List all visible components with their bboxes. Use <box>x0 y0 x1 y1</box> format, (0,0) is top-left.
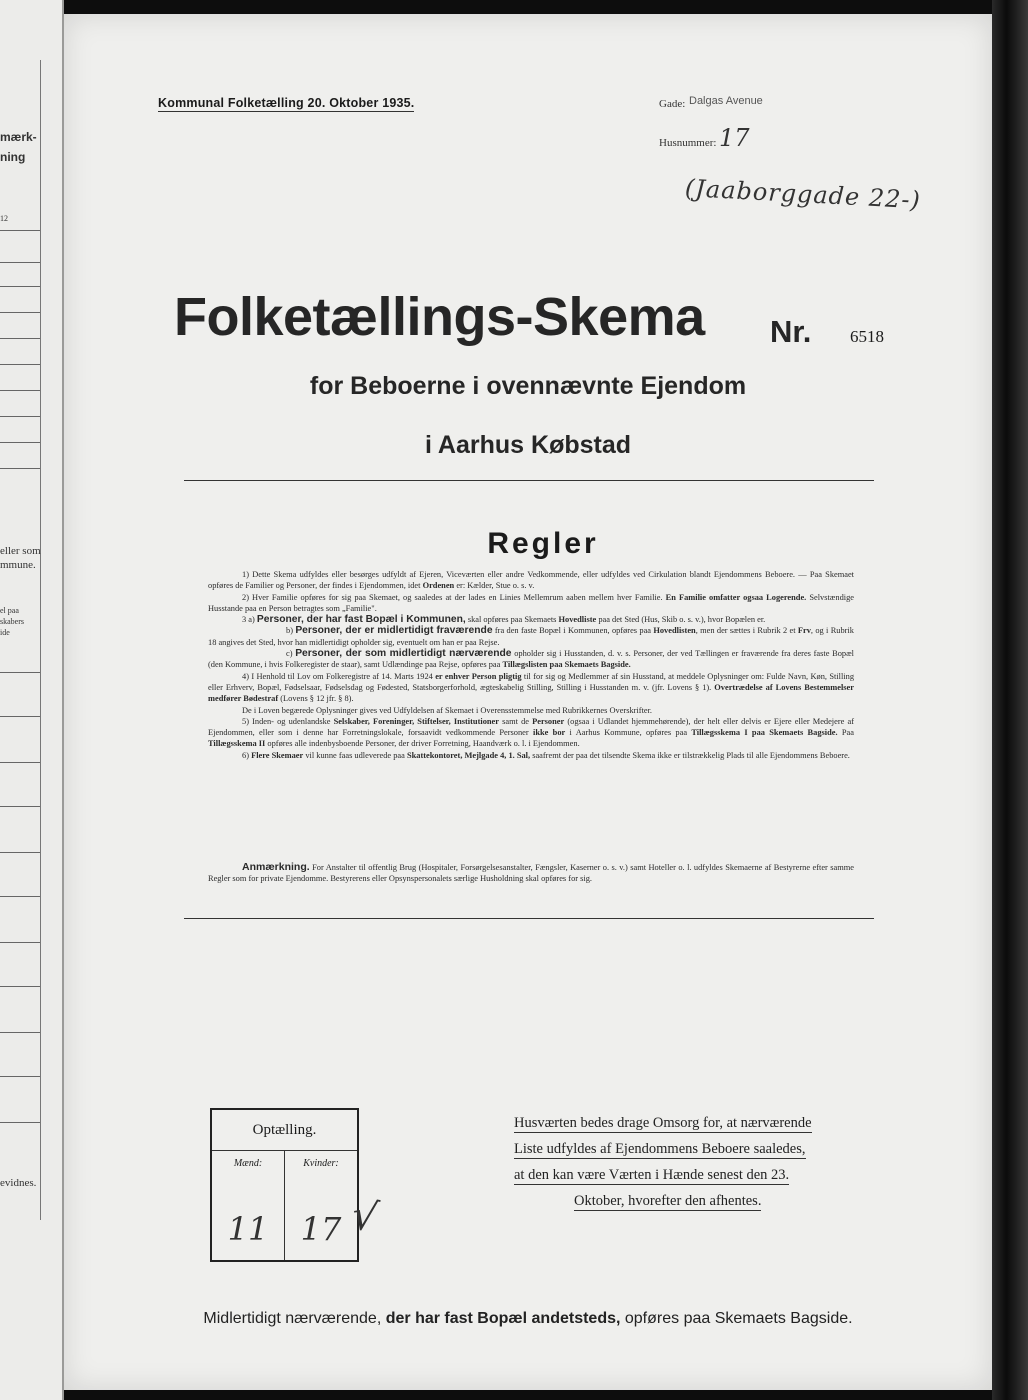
notice-line: at den kan være Værten i Hænde senest den 23. <box>514 1167 790 1183</box>
house-number-label: Husnummer: <box>659 137 717 149</box>
form-number-value: 6518 <box>850 327 884 346</box>
prev-page-rule <box>0 1122 40 1123</box>
prev-page-fragment: evidnes. <box>0 1177 37 1189</box>
prev-page-fragment: mmune. <box>0 559 36 571</box>
form-subtitle: for Beboerne i ovennævnte Ejendom <box>309 372 747 400</box>
prev-page-fragment: 12 <box>0 214 8 223</box>
prev-page-rule <box>0 762 40 763</box>
footer-part-bold: der har fast Bopæl andetsteds, <box>385 1310 621 1327</box>
rule-5: 5) Inden- og udenlandske Selskaber, Foreninger, Stiftelser, Institutioner samt de Personer (ogsaa i Udlandet hjemmehørende), der helt eller delvis er Ejere eller Medejere af Ejendommen, eller som i denne har Forretningslokale, forsaavidt vedkommende Personer ikke bor i Aarhus Kommune, opføres paa Tillægsskema I paa Skemaets Bagside. Paa Tillægsskema II opføres alle indenbysboende Personer, der driver Forretning, Haandværk o. l. i Ejendommen. <box>208 716 855 749</box>
rule-1: 1) Dette Skema udfyldes eller besørges udfyldt af Ejeren, Viceværten eller andre Vedkommende, eller udfyldes ved Cirkulation blandt Ejendommens Beboere. — Paa Skemaet opføres de Familier og Personer, der findes i Ejendommen, idet Ordenen er: Kælder, Stue o. s. v. <box>208 570 854 591</box>
form-number-label: Nr. <box>770 314 812 349</box>
prev-page-rule <box>0 896 40 897</box>
prev-page-fragment: eller som <box>0 545 41 557</box>
house-number-value: 17 <box>719 124 750 152</box>
prev-page-rule <box>0 852 40 853</box>
prev-page-rule <box>0 1032 40 1033</box>
women-count: 17 <box>300 1210 342 1248</box>
book-spine <box>992 0 1028 1400</box>
women-label: Kvinder: <box>303 1158 339 1169</box>
prev-page-column-rule <box>40 60 41 1220</box>
notice-line: Liste udfyldes af Ejendommens Beboere saaledes, <box>514 1141 806 1157</box>
notice-line: Oktober, hvorefter den afhentes. <box>574 1193 762 1209</box>
rule-6: 6) Flere Skemaer vil kunne faas udleverede paa Skattekontoret, Mejlgade 4, 1. Sal, saafremt der paa det tilsendte Skema ikke er tilstrækkelig Plads til alle Ejendommens Beboere. <box>242 750 850 760</box>
prev-page-rule <box>0 364 40 365</box>
footer-part: opføres paa Skemaets Bagside. <box>620 1310 853 1327</box>
prev-page-rule <box>0 1076 40 1077</box>
rule-2: 2) Hver Familie opføres for sig paa Skemaet, og saaledes at der lades en Linies Mellemrum aaben mellem hver Familie. En Familie omfatter ogsaa Logerende. Selvstændige Husstande paa en Person betragtes som „Familie". <box>208 592 855 613</box>
note-paragraph <box>208 862 854 885</box>
rule-4: 4) I Henhold til Lov om Folkeregistre af 14. Marts 1924 er enhver Person pligtig til for sig og Medlemmer af sin Husstand, at meddele Oplysninger om: Fulde Navn, Køn, Stilling eller Erhverv, Bopæl, Fødselsaar, Fødselsdag og Fødested, Statsborgerforhold, ægteskabelig Stilling, Stilling i Husstanden m. v. (jfr. Lovens § 1). Overtrædelse af Lovens Bestemmelser medfører Bødestraf (Lovens § 12 jfr. § 8). <box>208 671 855 704</box>
rules-text <box>208 569 854 761</box>
prev-page-rule <box>0 468 40 469</box>
prev-page-rule <box>0 338 40 339</box>
prev-page-rule <box>0 986 40 987</box>
prev-page-fragment: ide <box>0 628 10 637</box>
men-label: Mænd: <box>233 1158 263 1169</box>
form-title: Folketællings-Skema <box>174 287 705 347</box>
census-header: Kommunal Folketælling 20. Oktober 1935. <box>158 96 415 110</box>
note-label: Anmærkning. <box>242 861 310 873</box>
prev-page-rule <box>0 416 40 417</box>
prev-page-rule <box>0 442 40 443</box>
handwritten-checkmark: √ <box>348 1192 382 1242</box>
street-value: Dalgas Avenue <box>689 95 763 107</box>
men-count: 11 <box>227 1210 269 1248</box>
form-place: i Aarhus Købstad <box>424 431 632 459</box>
prev-page-rule <box>0 230 40 231</box>
prev-page-rule <box>0 312 40 313</box>
prev-page-rule <box>0 672 40 673</box>
divider <box>184 480 874 481</box>
rule-3c: c) Personer, der som midlertidigt nærværende opholder sig i Husstanden, d. v. s. Personer, der ved Tællingen er fraværende fra deres faste Bopæl (den Kommune, i hvis Folkeregister de staar), samt Udlændinge paa Rejse, opføres paa Tillægslisten paa Skemaets Bagside. <box>208 648 854 670</box>
rules-heading: Regler <box>487 527 599 560</box>
divider <box>184 918 874 919</box>
prev-page-rule <box>0 286 40 287</box>
prev-page-rule <box>0 716 40 717</box>
count-box <box>210 1108 359 1262</box>
previous-page-edge <box>0 0 64 1400</box>
rule-3b: b) Personer, der er midlertidigt fraværende fra den faste Bopæl i Kommunen, opføres paa Hovedlisten, men der sættes i Rubrik 2 et Frv, og i Rubrik 18 angives det Sted, hvor han midlertidigt opholder sig, eventuelt om han er paa Rejse. <box>208 625 854 647</box>
prev-page-rule <box>0 942 40 943</box>
census-form-page <box>64 14 992 1390</box>
footer-part: Midlertidigt nærværende, <box>203 1310 386 1327</box>
rule-4b: De i Loven begærede Oplysninger gives ved Udfyldelsen af Skemaet i Overensstemmelse med Rubrikkernes Overskrifter. <box>242 705 653 715</box>
note-text: For Anstalter til offentlig Brug (Hospitaler, Forsørgelsesanstalter, Fængsler, Kaserner o. s. v.) samt Hoteller o. l. udfyldes Skemaerne af Bestyrerne efter samme Regler som for private Ejendomme. Bestyrerens eller Opsynspersonalets særlige Husholdning skal opføres for sig. <box>208 863 854 884</box>
footer-note <box>64 1310 992 1328</box>
prev-page-rule <box>0 390 40 391</box>
prev-page-fragment: mærk- <box>0 130 37 144</box>
prev-page-fragment: el paa <box>0 606 19 615</box>
street-label: Gade: <box>659 98 686 110</box>
prev-page-rule <box>0 262 40 263</box>
rule-3a: 3 a) Personer, der har fast Bopæl i Kommunen, skal opføres paa Skemaets Hovedliste paa det Sted (Hus, Skib o. s. v.), hvor Bopælen er. <box>242 614 766 626</box>
prev-page-fragment: ning <box>0 150 26 164</box>
handwritten-street-note: (Jaaborggade 22-) <box>684 174 922 215</box>
prev-page-fragment: skabers <box>0 617 24 626</box>
notice-line: Husværten bedes drage Omsorg for, at nærværende <box>514 1115 812 1131</box>
count-title: Optælling. <box>252 1122 317 1138</box>
prev-page-rule <box>0 806 40 807</box>
